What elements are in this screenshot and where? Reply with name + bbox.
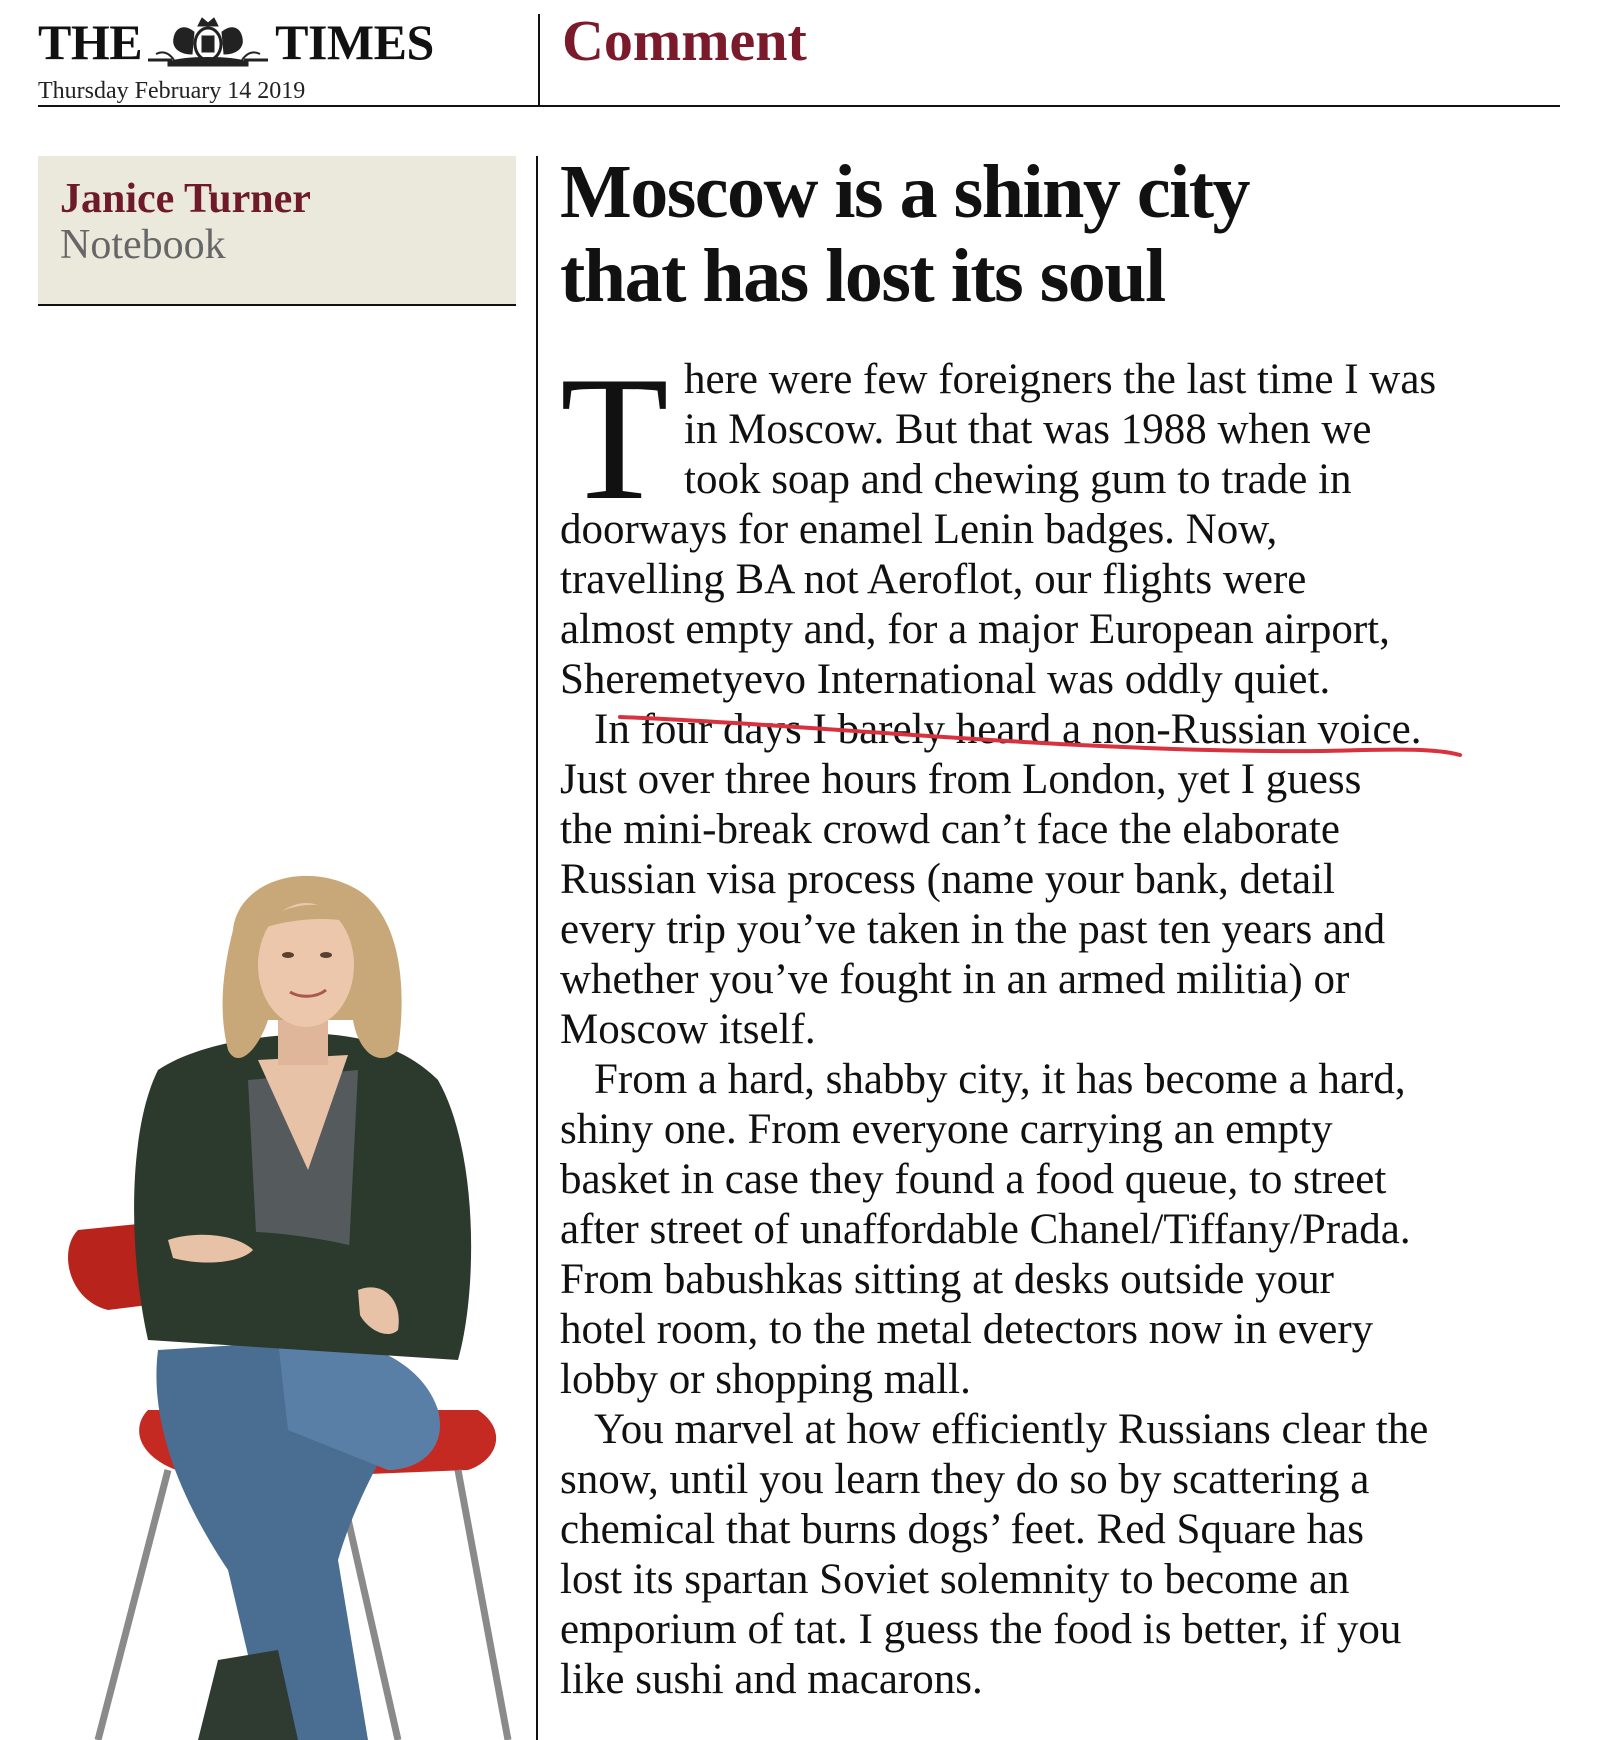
headline-line: Moscow is a shiny city <box>560 150 1249 234</box>
byline-box <box>38 156 516 306</box>
body-line: Russian visa process (name your bank, detail <box>560 856 1336 903</box>
body-line: the mini-break crowd can’t face the elaborate <box>560 806 1340 853</box>
column-divider <box>536 156 538 1740</box>
body-line: lobby or shopping mall. <box>560 1356 971 1403</box>
body-line: basket in case they found a food queue, to street <box>560 1156 1387 1203</box>
masthead-times: TIMES <box>275 14 434 70</box>
body-line: here were few foreigners the last time I was <box>684 356 1437 403</box>
header-rule <box>38 105 1560 107</box>
body-line: doorways for enamel Lenin badges. Now, <box>560 506 1278 553</box>
headline-line: that has lost its soul <box>560 234 1165 318</box>
body-line: after street of unaffordable Chanel/Tiffany/Prada. <box>560 1206 1411 1253</box>
masthead-title <box>38 12 538 72</box>
body-line: emporium of tat. I guess the food is better, if you <box>560 1606 1402 1653</box>
body-line: snow, until you learn they do so by scattering a <box>560 1456 1370 1503</box>
body-line: Just over three hours from London, yet I guess <box>560 756 1362 803</box>
body-line: almost empty and, for a major European airport, <box>560 606 1390 653</box>
body-line: like sushi and macarons. <box>560 1656 983 1703</box>
body-line: From a hard, shabby city, it has become a hard, <box>594 1056 1406 1103</box>
body-line: took soap and chewing gum to trade in <box>684 456 1352 503</box>
body-line: From babushkas sitting at desks outside your <box>560 1256 1334 1303</box>
highlighted-line: In four days I barely heard a non-Russian voice. <box>594 706 1422 753</box>
body-line: in Moscow. But that was 1988 when we <box>684 406 1372 453</box>
body-line: You marvel at how efficiently Russians clear the <box>594 1406 1429 1453</box>
body-line: whether you’ve fought in an armed militia) or <box>560 956 1350 1003</box>
section-title: Comment <box>562 8 807 73</box>
author-name: Janice Turner <box>60 176 311 222</box>
masthead <box>38 12 538 102</box>
masthead-divider <box>538 14 540 106</box>
article-body <box>560 339 1560 1705</box>
body-line: every trip you’ve taken in the past ten years and <box>560 906 1386 953</box>
author-photo <box>38 870 518 1740</box>
drop-cap: T <box>560 339 669 537</box>
issue-date: Thursday February 14 2019 <box>38 78 306 104</box>
body-line: lost its spartan Soviet solemnity to become an <box>560 1556 1350 1603</box>
masthead-the: THE <box>38 14 143 70</box>
body-line: shiny one. From everyone carrying an empty <box>560 1106 1333 1153</box>
body-line: hotel room, to the metal detectors now in every <box>560 1306 1374 1353</box>
column-name: Notebook <box>60 222 226 268</box>
body-line: Sheremetyevo International was oddly quiet. <box>560 656 1331 703</box>
body-line: travelling BA not Aeroflot, our flights were <box>560 556 1307 603</box>
body-line: chemical that burns dogs’ feet. Red Square has <box>560 1506 1365 1553</box>
crest-icon <box>146 14 271 70</box>
headline <box>560 150 1560 318</box>
body-line: Moscow itself. <box>560 1006 816 1053</box>
